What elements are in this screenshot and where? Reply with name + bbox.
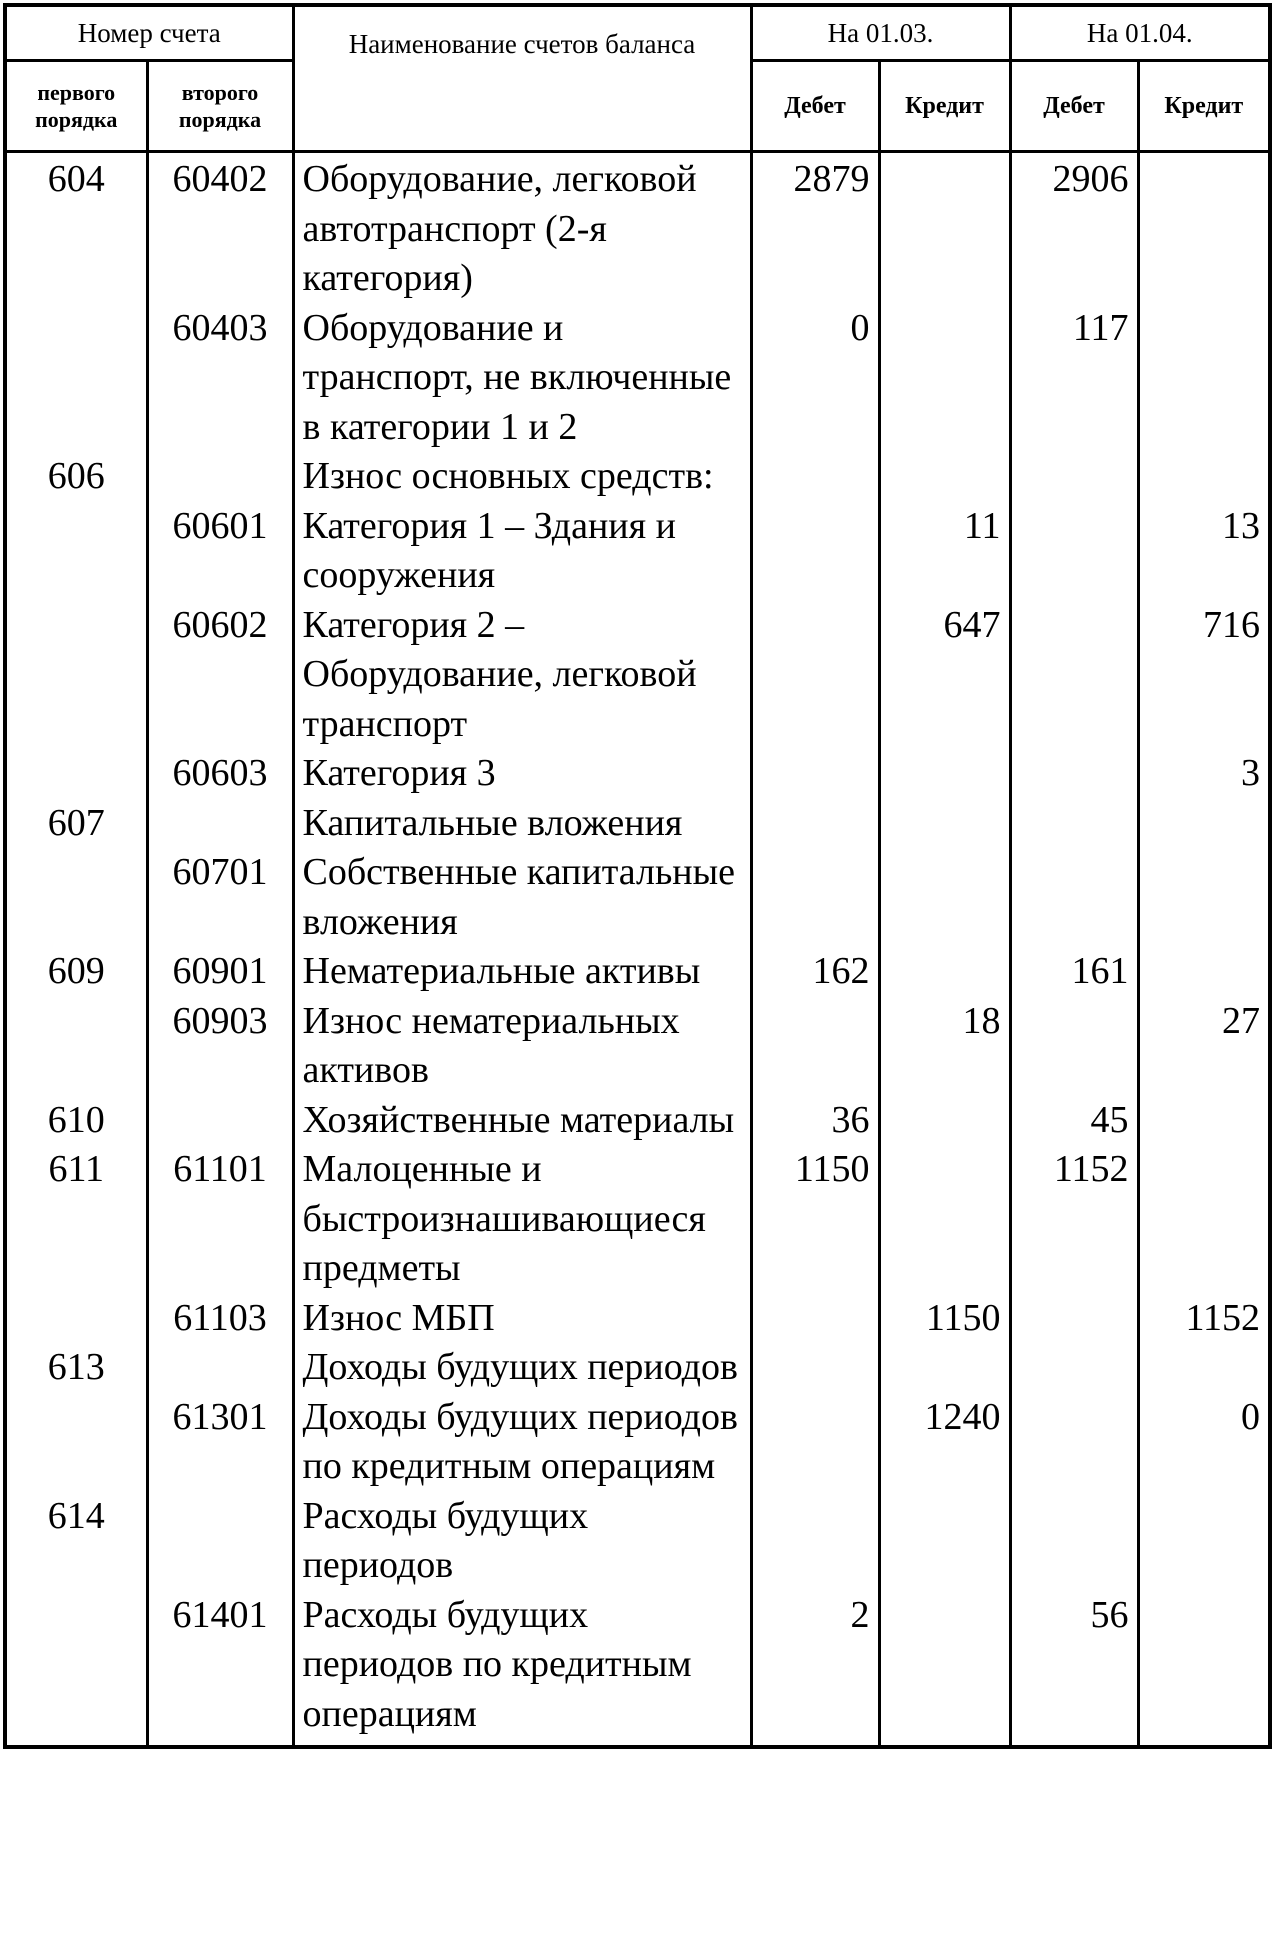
table-row bbox=[5, 1492, 1270, 1591]
debit-0104-cell bbox=[1010, 848, 1138, 947]
table-row bbox=[5, 1145, 1270, 1294]
debit-0104-cell bbox=[1010, 1294, 1138, 1344]
table-row bbox=[5, 1096, 1270, 1146]
debit-0103-cell: 2 bbox=[751, 1591, 879, 1748]
debit-0103-cell bbox=[751, 749, 879, 799]
credit2-header: Кредит bbox=[1138, 61, 1270, 152]
account-name-cell: Износ нематериальных активов bbox=[293, 997, 751, 1096]
table-row bbox=[5, 152, 1270, 304]
debit-0103-cell: 36 bbox=[751, 1096, 879, 1146]
first-order-cell: 607 bbox=[5, 799, 147, 849]
credit-0104-cell bbox=[1138, 799, 1270, 849]
credit-0104-cell: 0 bbox=[1138, 1393, 1270, 1492]
debit-0104-cell bbox=[1010, 1393, 1138, 1492]
table-row bbox=[5, 1393, 1270, 1492]
first-order-cell: 614 bbox=[5, 1492, 147, 1591]
second-order-cell: 61101 bbox=[147, 1145, 293, 1294]
debit-0103-cell bbox=[751, 601, 879, 750]
second-order-cell: 61301 bbox=[147, 1393, 293, 1492]
debit2-header: Дебет bbox=[1010, 61, 1138, 152]
account-name-cell: Капитальные вложения bbox=[293, 799, 751, 849]
debit-0103-cell bbox=[751, 848, 879, 947]
table-row bbox=[5, 304, 1270, 453]
first-order-cell: 610 bbox=[5, 1096, 147, 1146]
credit-0103-cell bbox=[879, 304, 1010, 453]
credit-0103-cell bbox=[879, 947, 1010, 997]
credit-0104-cell bbox=[1138, 1492, 1270, 1591]
credit-0104-cell bbox=[1138, 152, 1270, 304]
debit-0104-cell bbox=[1010, 749, 1138, 799]
first-order-cell bbox=[5, 749, 147, 799]
debit-0103-cell bbox=[751, 1294, 879, 1344]
first-order-cell bbox=[5, 601, 147, 750]
account-name-cell: Оборудование, легковой автотранспорт (2-я категория) bbox=[293, 152, 751, 304]
credit-0103-cell: 18 bbox=[879, 997, 1010, 1096]
first-order-cell bbox=[5, 848, 147, 947]
second-order-cell bbox=[147, 1096, 293, 1146]
first-order-cell bbox=[5, 502, 147, 601]
first-order-cell: 604 bbox=[5, 152, 147, 304]
first-order-cell bbox=[5, 1591, 147, 1748]
debit-0103-cell bbox=[751, 502, 879, 601]
second-order-cell: 60602 bbox=[147, 601, 293, 750]
account-name-cell: Доходы будущих периодов по кредитным операциям bbox=[293, 1393, 751, 1492]
credit-0104-cell bbox=[1138, 1145, 1270, 1294]
date2-header: На 01.04. bbox=[1010, 5, 1270, 61]
debit-0103-cell bbox=[751, 997, 879, 1096]
second-order-cell: 60403 bbox=[147, 304, 293, 453]
credit-0104-cell bbox=[1138, 947, 1270, 997]
debit-0103-cell bbox=[751, 1393, 879, 1492]
credit-0103-cell bbox=[879, 152, 1010, 304]
credit-0103-cell: 1150 bbox=[879, 1294, 1010, 1344]
credit-0104-cell: 27 bbox=[1138, 997, 1270, 1096]
table-row bbox=[5, 848, 1270, 947]
account-number-header: Номер счета bbox=[5, 5, 293, 61]
debit-0103-cell bbox=[751, 799, 879, 849]
credit1-header: Кредит bbox=[879, 61, 1010, 152]
debit-0104-cell bbox=[1010, 601, 1138, 750]
first-order-cell: 606 bbox=[5, 452, 147, 502]
first-order-cell: 609 bbox=[5, 947, 147, 997]
debit-0104-cell bbox=[1010, 799, 1138, 849]
credit-0103-cell bbox=[879, 1096, 1010, 1146]
credit-0104-cell bbox=[1138, 452, 1270, 502]
table-row bbox=[5, 601, 1270, 750]
credit-0103-cell bbox=[879, 1343, 1010, 1393]
table-row bbox=[5, 947, 1270, 997]
credit-0103-cell bbox=[879, 799, 1010, 849]
credit-0103-cell: 11 bbox=[879, 502, 1010, 601]
balance-accounts-table bbox=[3, 3, 1272, 1749]
second-order-cell: 61103 bbox=[147, 1294, 293, 1344]
account-name-cell: Расходы будущих периодов по кредитным операциям bbox=[293, 1591, 751, 1748]
first-order-cell bbox=[5, 1393, 147, 1492]
debit1-header: Дебет bbox=[751, 61, 879, 152]
debit-0104-cell bbox=[1010, 1492, 1138, 1591]
second-order-cell: 60402 bbox=[147, 152, 293, 304]
credit-0103-cell bbox=[879, 1492, 1010, 1591]
debit-0103-cell: 1150 bbox=[751, 1145, 879, 1294]
debit-0104-cell bbox=[1010, 502, 1138, 601]
credit-0104-cell: 1152 bbox=[1138, 1294, 1270, 1344]
debit-0104-cell: 1152 bbox=[1010, 1145, 1138, 1294]
table-header bbox=[5, 5, 1270, 152]
account-name-cell: Собственные капитальные вложения bbox=[293, 848, 751, 947]
credit-0104-cell bbox=[1138, 1343, 1270, 1393]
account-name-cell: Износ основных средств: bbox=[293, 452, 751, 502]
table-row bbox=[5, 1294, 1270, 1344]
account-name-cell: Категория 1 – Здания и сооружения bbox=[293, 502, 751, 601]
credit-0104-cell bbox=[1138, 1096, 1270, 1146]
credit-0104-cell bbox=[1138, 848, 1270, 947]
debit-0103-cell bbox=[751, 452, 879, 502]
credit-0104-cell: 13 bbox=[1138, 502, 1270, 601]
credit-0103-cell bbox=[879, 1591, 1010, 1748]
second-order-cell bbox=[147, 1492, 293, 1591]
credit-0103-cell: 1240 bbox=[879, 1393, 1010, 1492]
account-name-cell: Малоценные и быстроизнашивающиеся предметы bbox=[293, 1145, 751, 1294]
debit-0104-cell: 117 bbox=[1010, 304, 1138, 453]
credit-0103-cell: 647 bbox=[879, 601, 1010, 750]
table-row bbox=[5, 452, 1270, 502]
credit-0104-cell: 716 bbox=[1138, 601, 1270, 750]
debit-0103-cell: 2879 bbox=[751, 152, 879, 304]
account-name-cell: Расходы будущих периодов bbox=[293, 1492, 751, 1591]
account-name-cell: Нематериальные активы bbox=[293, 947, 751, 997]
credit-0104-cell bbox=[1138, 1591, 1270, 1748]
account-name-cell: Износ МБП bbox=[293, 1294, 751, 1344]
debit-0104-cell: 161 bbox=[1010, 947, 1138, 997]
first-order-cell: 613 bbox=[5, 1343, 147, 1393]
first-order-cell bbox=[5, 997, 147, 1096]
credit-0103-cell bbox=[879, 848, 1010, 947]
debit-0104-cell: 45 bbox=[1010, 1096, 1138, 1146]
account-name-cell: Хозяйственные материалы bbox=[293, 1096, 751, 1146]
second-order-cell: 60901 bbox=[147, 947, 293, 997]
table-row bbox=[5, 1343, 1270, 1393]
table-row bbox=[5, 997, 1270, 1096]
debit-0104-cell: 56 bbox=[1010, 1591, 1138, 1748]
second-order-cell bbox=[147, 799, 293, 849]
credit-0104-cell: 3 bbox=[1138, 749, 1270, 799]
credit-0103-cell bbox=[879, 749, 1010, 799]
account-name-cell: Категория 3 bbox=[293, 749, 751, 799]
table-body bbox=[5, 152, 1270, 1748]
debit-0103-cell bbox=[751, 1492, 879, 1591]
first-order-cell: 611 bbox=[5, 1145, 147, 1294]
second-order-cell bbox=[147, 1343, 293, 1393]
debit-0104-cell bbox=[1010, 452, 1138, 502]
debit-0103-cell: 0 bbox=[751, 304, 879, 453]
debit-0104-cell bbox=[1010, 1343, 1138, 1393]
account-name-cell: Доходы будущих периодов bbox=[293, 1343, 751, 1393]
debit-0104-cell bbox=[1010, 997, 1138, 1096]
second-order-cell: 60601 bbox=[147, 502, 293, 601]
second-order-header: второго порядка bbox=[147, 61, 293, 152]
account-name-cell: Оборудование и транспорт, не включенные в категории 1 и 2 bbox=[293, 304, 751, 453]
first-order-header: первого порядка bbox=[5, 61, 147, 152]
account-name-header: Наименование счетов баланса bbox=[293, 5, 751, 152]
second-order-cell: 61401 bbox=[147, 1591, 293, 1748]
first-order-cell bbox=[5, 304, 147, 453]
second-order-cell: 60701 bbox=[147, 848, 293, 947]
account-name-cell: Категория 2 – Оборудование, легковой транспорт bbox=[293, 601, 751, 750]
table-row bbox=[5, 502, 1270, 601]
credit-0103-cell bbox=[879, 452, 1010, 502]
credit-0103-cell bbox=[879, 1145, 1010, 1294]
second-order-cell bbox=[147, 452, 293, 502]
debit-0104-cell: 2906 bbox=[1010, 152, 1138, 304]
table-row bbox=[5, 749, 1270, 799]
credit-0104-cell bbox=[1138, 304, 1270, 453]
first-order-cell bbox=[5, 1294, 147, 1344]
debit-0103-cell: 162 bbox=[751, 947, 879, 997]
second-order-cell: 60603 bbox=[147, 749, 293, 799]
date1-header: На 01.03. bbox=[751, 5, 1010, 61]
table-row bbox=[5, 1591, 1270, 1748]
debit-0103-cell bbox=[751, 1343, 879, 1393]
table-row bbox=[5, 799, 1270, 849]
second-order-cell: 60903 bbox=[147, 997, 293, 1096]
